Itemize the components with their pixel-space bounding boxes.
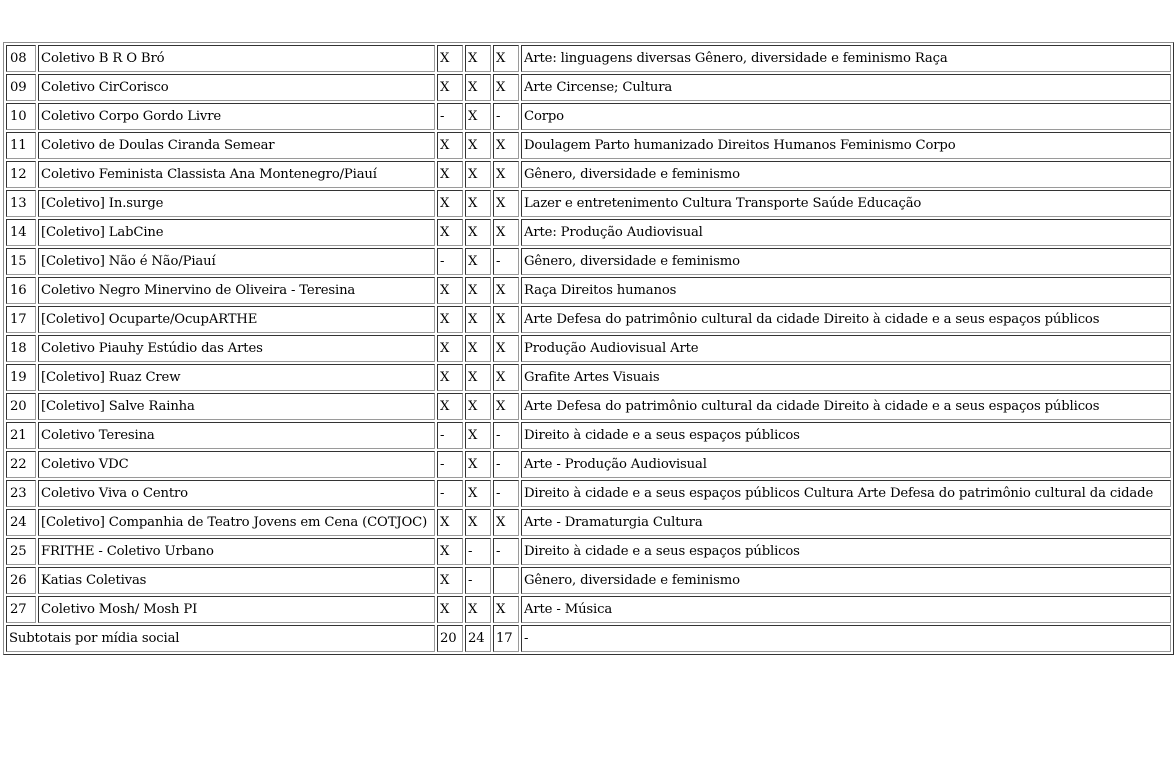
topics-cell: Arte Defesa do patrimônio cultural da cidade Direito à cidade e a seus espaços públicos <box>521 306 1171 333</box>
row-number: 14 <box>6 219 36 246</box>
social-media-mark-2: - <box>465 538 491 565</box>
social-media-mark-2: X <box>465 74 491 101</box>
table-row <box>6 45 1171 72</box>
row-number: 13 <box>6 190 36 217</box>
social-media-mark-1: X <box>437 364 463 391</box>
collective-name: Coletivo Piauhy Estúdio das Artes <box>38 335 435 362</box>
collectives-table-container <box>3 42 1174 655</box>
social-media-mark-3: X <box>493 596 519 623</box>
subtotal-col-1: 20 <box>437 625 463 652</box>
social-media-mark-3: X <box>493 190 519 217</box>
collective-name: Coletivo Negro Minervino de Oliveira - Teresina <box>38 277 435 304</box>
collectives-table-body <box>6 45 1171 652</box>
row-number: 20 <box>6 393 36 420</box>
subtotal-col-3: 17 <box>493 625 519 652</box>
collective-name: [Coletivo] Salve Rainha <box>38 393 435 420</box>
table-row <box>6 248 1171 275</box>
topics-cell: Gênero, diversidade e feminismo <box>521 567 1171 594</box>
table-row <box>6 538 1171 565</box>
social-media-mark-1: X <box>437 45 463 72</box>
collective-name: Coletivo Feminista Classista Ana Montenegro/Piauí <box>38 161 435 188</box>
topics-cell: Grafite Artes Visuais <box>521 364 1171 391</box>
social-media-mark-2: X <box>465 277 491 304</box>
table-row <box>6 306 1171 333</box>
table-row <box>6 219 1171 246</box>
social-media-mark-2: X <box>465 509 491 536</box>
row-number: 17 <box>6 306 36 333</box>
topics-cell: Gênero, diversidade e feminismo <box>521 161 1171 188</box>
table-row <box>6 480 1171 507</box>
row-number: 26 <box>6 567 36 594</box>
social-media-mark-2: X <box>465 596 491 623</box>
social-media-mark-3: X <box>493 74 519 101</box>
subtotal-label: Subtotais por mídia social <box>6 625 435 652</box>
table-row <box>6 132 1171 159</box>
social-media-mark-3: X <box>493 335 519 362</box>
social-media-mark-3: - <box>493 422 519 449</box>
social-media-mark-2: X <box>465 45 491 72</box>
collective-name: Coletivo CirCorisco <box>38 74 435 101</box>
collective-name: FRITHE - Coletivo Urbano <box>38 538 435 565</box>
row-number: 19 <box>6 364 36 391</box>
collectives-table <box>3 42 1174 655</box>
social-media-mark-1: X <box>437 132 463 159</box>
topics-cell: Arte Defesa do patrimônio cultural da cidade Direito à cidade e a seus espaços públicos <box>521 393 1171 420</box>
social-media-mark-1: X <box>437 596 463 623</box>
collective-name: Coletivo Teresina <box>38 422 435 449</box>
table-row <box>6 364 1171 391</box>
table-row <box>6 74 1171 101</box>
social-media-mark-1: X <box>437 277 463 304</box>
row-number: 09 <box>6 74 36 101</box>
collective-name: Coletivo Corpo Gordo Livre <box>38 103 435 130</box>
social-media-mark-2: X <box>465 393 491 420</box>
collective-name: [Coletivo] Ocuparte/OcupARTHE <box>38 306 435 333</box>
row-number: 12 <box>6 161 36 188</box>
row-number: 21 <box>6 422 36 449</box>
social-media-mark-2: X <box>465 103 491 130</box>
social-media-mark-3: X <box>493 132 519 159</box>
social-media-mark-3: X <box>493 45 519 72</box>
table-row <box>6 567 1171 594</box>
topics-cell: Arte - Música <box>521 596 1171 623</box>
row-number: 11 <box>6 132 36 159</box>
social-media-mark-2: X <box>465 219 491 246</box>
social-media-mark-2: X <box>465 306 491 333</box>
subtotal-topics: - <box>521 625 1171 652</box>
social-media-mark-1: X <box>437 306 463 333</box>
topics-cell: Direito à cidade e a seus espaços públicos <box>521 538 1171 565</box>
row-number: 23 <box>6 480 36 507</box>
social-media-mark-2: X <box>465 422 491 449</box>
table-row <box>6 596 1171 623</box>
row-number: 10 <box>6 103 36 130</box>
topics-cell: Arte - Produção Audiovisual <box>521 451 1171 478</box>
social-media-mark-1: X <box>437 335 463 362</box>
table-row <box>6 335 1171 362</box>
social-media-mark-1: X <box>437 393 463 420</box>
collective-name: [Coletivo] LabCine <box>38 219 435 246</box>
row-number: 08 <box>6 45 36 72</box>
topics-cell: Corpo <box>521 103 1171 130</box>
social-media-mark-3: X <box>493 161 519 188</box>
social-media-mark-2: X <box>465 364 491 391</box>
table-row <box>6 509 1171 536</box>
collective-name: [Coletivo] Companhia de Teatro Jovens em Cena (COTJOC) <box>38 509 435 536</box>
social-media-mark-2: X <box>465 451 491 478</box>
social-media-mark-3: X <box>493 306 519 333</box>
social-media-mark-3 <box>493 567 519 594</box>
collective-name: Coletivo VDC <box>38 451 435 478</box>
row-number: 15 <box>6 248 36 275</box>
row-number: 25 <box>6 538 36 565</box>
collective-name: Coletivo Viva o Centro <box>38 480 435 507</box>
collective-name: [Coletivo] Ruaz Crew <box>38 364 435 391</box>
topics-cell: Produção Audiovisual Arte <box>521 335 1171 362</box>
subtotal-col-2: 24 <box>465 625 491 652</box>
row-number: 22 <box>6 451 36 478</box>
social-media-mark-1: X <box>437 219 463 246</box>
topics-cell: Direito à cidade e a seus espaços públicos Cultura Arte Defesa do patrimônio cultural da cidade <box>521 480 1171 507</box>
social-media-mark-3: X <box>493 364 519 391</box>
social-media-mark-3: - <box>493 103 519 130</box>
topics-cell: Arte: Produção Audiovisual <box>521 219 1171 246</box>
topics-cell: Direito à cidade e a seus espaços públicos <box>521 422 1171 449</box>
social-media-mark-3: - <box>493 538 519 565</box>
topics-cell: Raça Direitos humanos <box>521 277 1171 304</box>
social-media-mark-1: X <box>437 161 463 188</box>
collective-name: Katias Coletivas <box>38 567 435 594</box>
social-media-mark-2: - <box>465 567 491 594</box>
social-media-mark-3: X <box>493 393 519 420</box>
social-media-mark-1: X <box>437 509 463 536</box>
topics-cell: Arte - Dramaturgia Cultura <box>521 509 1171 536</box>
collective-name: [Coletivo] In.surge <box>38 190 435 217</box>
table-row <box>6 451 1171 478</box>
social-media-mark-1: - <box>437 103 463 130</box>
collective-name: Coletivo de Doulas Ciranda Semear <box>38 132 435 159</box>
social-media-mark-3: X <box>493 219 519 246</box>
social-media-mark-2: X <box>465 190 491 217</box>
topics-cell: Lazer e entretenimento Cultura Transporte Saúde Educação <box>521 190 1171 217</box>
social-media-mark-2: X <box>465 335 491 362</box>
social-media-mark-1: - <box>437 248 463 275</box>
social-media-mark-2: X <box>465 480 491 507</box>
row-number: 24 <box>6 509 36 536</box>
collective-name: Coletivo B R O Bró <box>38 45 435 72</box>
social-media-mark-2: X <box>465 161 491 188</box>
row-number: 27 <box>6 596 36 623</box>
social-media-mark-3: X <box>493 277 519 304</box>
table-row <box>6 161 1171 188</box>
social-media-mark-3: X <box>493 509 519 536</box>
social-media-mark-3: - <box>493 480 519 507</box>
social-media-mark-2: X <box>465 132 491 159</box>
social-media-mark-3: - <box>493 248 519 275</box>
social-media-mark-1: X <box>437 190 463 217</box>
row-number: 18 <box>6 335 36 362</box>
topics-cell: Doulagem Parto humanizado Direitos Humanos Feminismo Corpo <box>521 132 1171 159</box>
social-media-mark-1: X <box>437 538 463 565</box>
social-media-mark-1: - <box>437 451 463 478</box>
collective-name: [Coletivo] Não é Não/Piauí <box>38 248 435 275</box>
collective-name: Coletivo Mosh/ Mosh PI <box>38 596 435 623</box>
row-number: 16 <box>6 277 36 304</box>
topics-cell: Gênero, diversidade e feminismo <box>521 248 1171 275</box>
table-row <box>6 277 1171 304</box>
social-media-mark-1: X <box>437 567 463 594</box>
table-row <box>6 103 1171 130</box>
table-row <box>6 422 1171 449</box>
topics-cell: Arte Circense; Cultura <box>521 74 1171 101</box>
table-row-subtotal <box>6 625 1171 652</box>
table-row <box>6 393 1171 420</box>
table-row <box>6 190 1171 217</box>
social-media-mark-2: X <box>465 248 491 275</box>
social-media-mark-3: - <box>493 451 519 478</box>
topics-cell: Arte: linguagens diversas Gênero, diversidade e feminismo Raça <box>521 45 1171 72</box>
social-media-mark-1: X <box>437 74 463 101</box>
social-media-mark-1: - <box>437 480 463 507</box>
social-media-mark-1: - <box>437 422 463 449</box>
